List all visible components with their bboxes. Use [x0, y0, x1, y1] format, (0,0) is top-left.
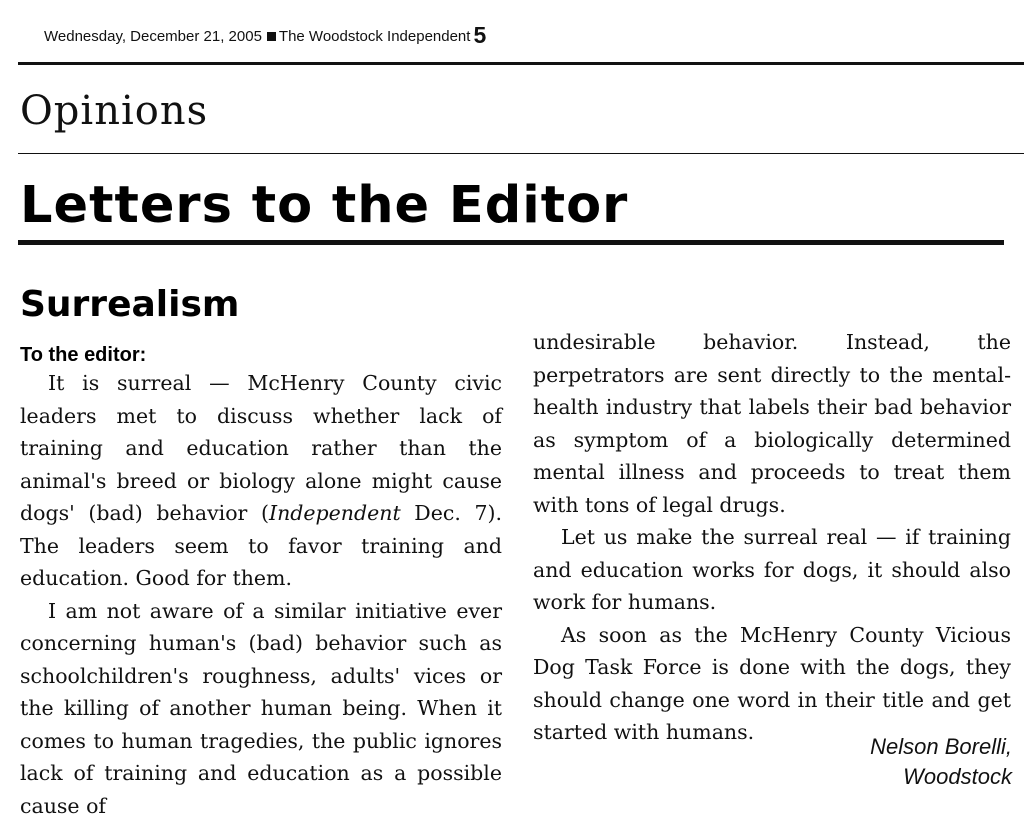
signature-name: Nelson Borelli, [870, 734, 1012, 760]
page-folio [44, 22, 486, 49]
letter-headline: Surrealism [20, 284, 239, 325]
folio-paper-name: The Woodstock Independent [279, 28, 471, 45]
folio-date: Wednesday, December 21, 2005 [44, 28, 262, 45]
top-rule [18, 62, 1024, 65]
page-title: Letters to the Editor [20, 176, 628, 235]
letter-paragraph-1: It is surreal — McHenry County civic leaders met to discuss whether lack of training and education rather than the animal's breed or biology alone might cause dogs' (bad) behavior (Independent Dec. 7). The leaders seem to favor training and education. Good for them. [20, 367, 502, 595]
masthead-rule [18, 240, 1004, 245]
letter-column-right [533, 326, 1011, 749]
signature-town: Woodstock [903, 764, 1012, 790]
letter-paragraph-4: As soon as the McHenry County Vicious Dog Task Force is done with the dogs, they should change one word in their title and get started with humans. [533, 619, 1011, 749]
letter-paragraph-3: Let us make the surreal real — if training and education works for dogs, it should also work for humans. [533, 521, 1011, 619]
letter-column-left [20, 367, 502, 822]
folio-page-number: 5 [473, 22, 486, 48]
section-rule [18, 153, 1024, 154]
letter-salutation: To the editor: [20, 344, 146, 367]
section-title: Opinions [20, 88, 208, 134]
letter-paragraph-2: I am not aware of a similar initiative ever concerning human's (bad) behavior such as schoolchildren's roughness, adults' vices or the killing of another human being. When it comes to human tragedies, the public ignores lack of training and education as a possible cause of [20, 595, 502, 822]
square-bullet-icon [267, 32, 276, 41]
newspaper-reference: Independent [269, 501, 401, 525]
letter-paragraph-2-continued: undesirable behavior. Instead, the perpetrators are sent directly to the mental-health industry that labels their bad behavior as symptom of a biologically determined mental illness and proceeds to treat them with tons of legal drugs. [533, 326, 1011, 521]
